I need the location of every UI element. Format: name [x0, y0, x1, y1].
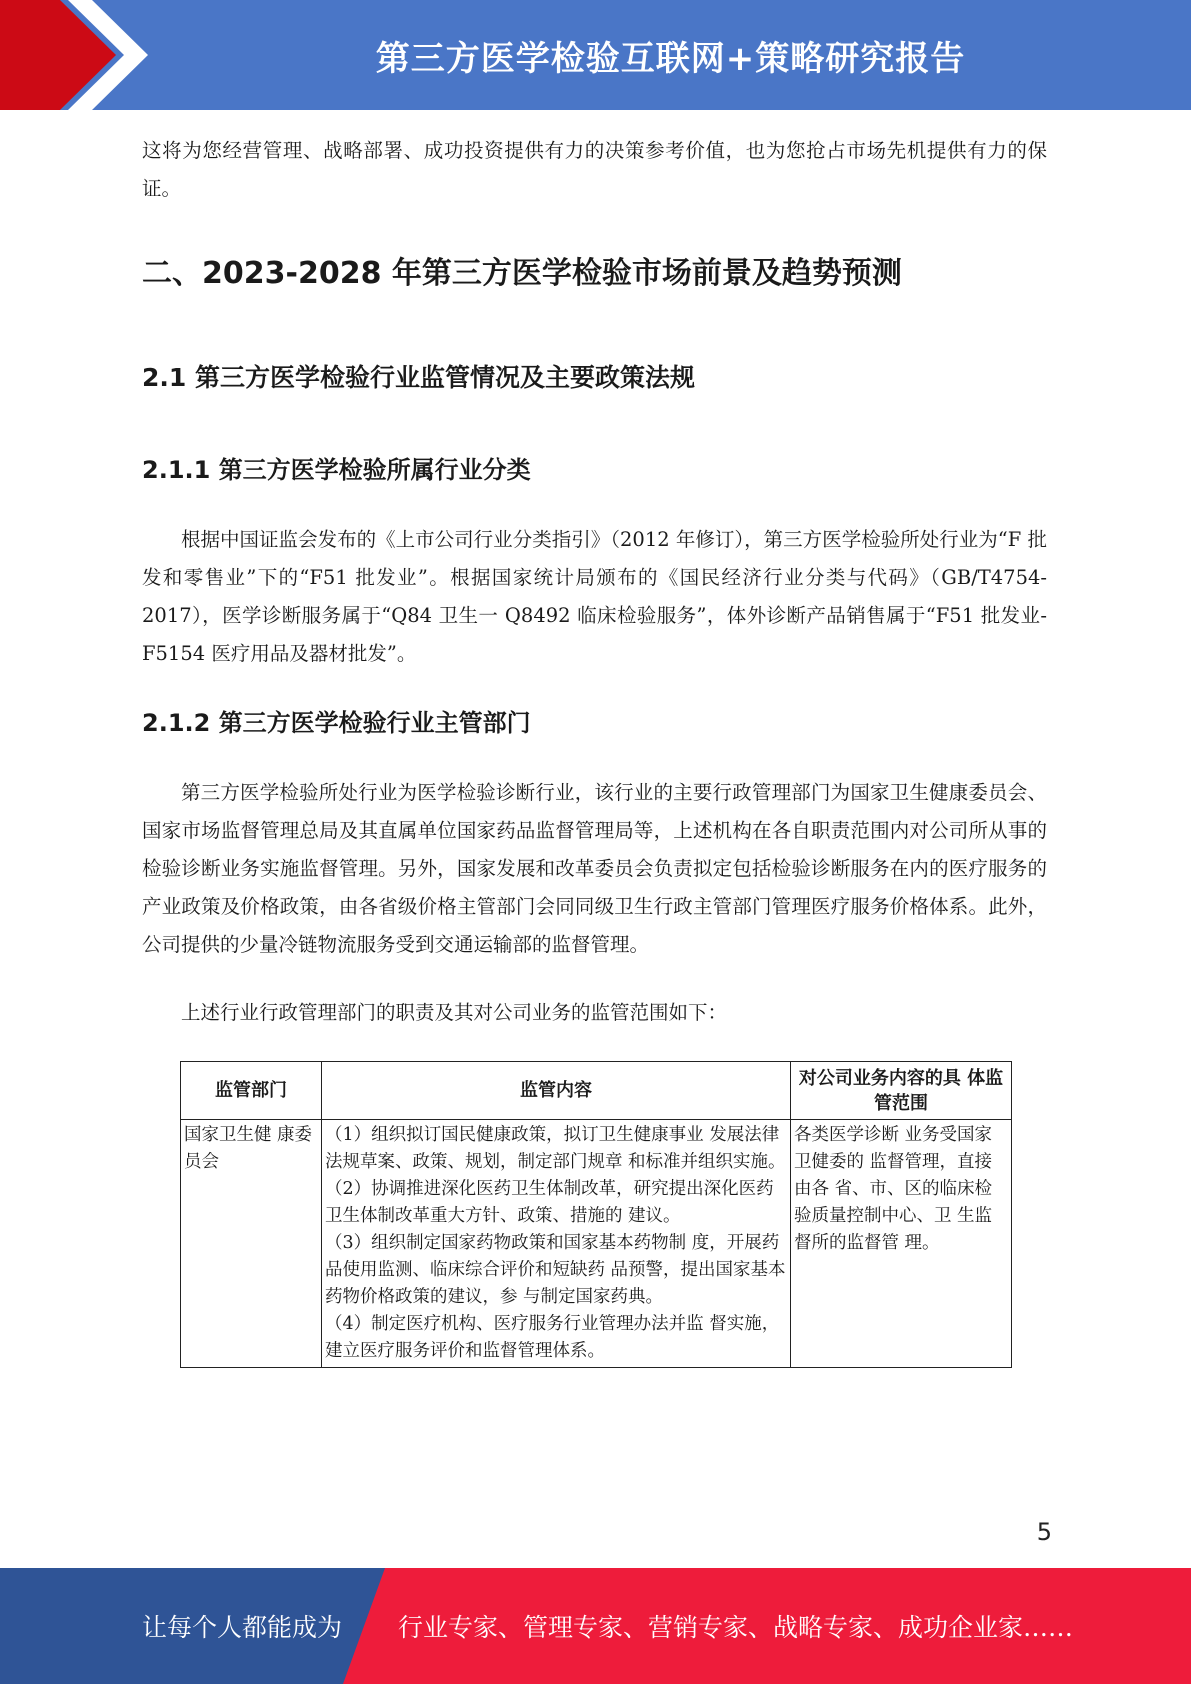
table-header-dept: 监管部门 — [181, 1062, 322, 1120]
chapter-heading: 二、2023-2028 年第三方医学检验市场前景及趋势预测 — [142, 256, 902, 291]
table-cell-dept: 国家卫生健 康委员会 — [181, 1120, 322, 1368]
table-header-scope: 对公司业务内容的具 体监管范围 — [791, 1062, 1012, 1120]
table-row — [181, 1120, 1012, 1368]
regulatory-table — [180, 1061, 1012, 1368]
intro-paragraph: 这将为您经营管理、战略部署、成功投资提供有力的决策参考价值，也为您抢占市场先机提供有力的保证。 — [142, 139, 1047, 200]
table-header-content: 监管内容 — [322, 1062, 791, 1120]
footer-slogan-right: 行业专家、管理专家、营销专家、战略专家、成功企业家…… — [398, 1613, 1074, 1642]
duty-item-2: （2）协调推进深化医药卫生体制改革，研究提出深化医药卫生体制改革重大方针、政策、措施的 建议。 — [325, 1179, 774, 1226]
section-heading-2-1-2: 2.1.2 第三方医学检验行业主管部门 — [142, 709, 531, 737]
footer-slogan-left: 让每个人都能成为 — [142, 1613, 343, 1642]
duty-item-1: （1）组织拟订国民健康政策，拟订卫生健康事业 发展法律法规草案、政策、规划，制定部门规章 和标准并组织实施。 — [325, 1125, 786, 1172]
page-header — [0, 0, 1191, 110]
page-number: 5 — [1036, 1518, 1052, 1546]
table-cell-content — [322, 1120, 791, 1368]
table-cell-scope: 各类医学诊断 业务受国家卫健委的 监督管理，直接由各 省、市、区的临床检验质量控制中心、卫 生监督所的监督管 理。 — [791, 1120, 1012, 1368]
report-title: 第三方医学检验互联网+策略研究报告 — [375, 38, 966, 79]
duty-item-4: （4）制定医疗机构、医疗服务行业管理办法并监 督实施，建立医疗服务评价和监督管理体系。 — [325, 1314, 780, 1361]
paragraph-2-1-2: 第三方医学检验所处行业为医学检验诊断行业，该行业的主要行政管理部门为国家卫生健康委员会、国家市场监督管理总局及其直属单位国家药品监督管理局等，上述机构在各自职责范围内对公司所从事的检验诊断业务实施监督管理。另外，国家发展和改革委员会负责拟定包括检验诊断服务在内的医疗服务的产业政策及价格政策，由各省级价格主管部门会同同级卫生行政主管部门管理医疗服务价格体系。此外，公司提供的少量冷链物流服务受到交通运输部的监督管理。 — [142, 781, 1047, 956]
section-heading-2-1-1: 2.1.1 第三方医学检验所属行业分类 — [142, 456, 531, 484]
table-intro-paragraph: 上述行业行政管理部门的职责及其对公司业务的监管范围如下： — [181, 1001, 728, 1024]
page-footer — [0, 1568, 1191, 1684]
table-header-row — [181, 1062, 1012, 1120]
header-chevron-graphic — [0, 0, 160, 110]
duty-item-3: （3）组织制定国家药物政策和国家基本药物制 度，开展药品使用监测、临床综合评价和短缺药 品预警，提出国家基本药物价格政策的建议，参 与制定国家药典。 — [325, 1233, 786, 1307]
page-content — [142, 132, 1047, 1032]
paragraph-2-1-1: 根据中国证监会发布的《上市公司行业分类指引》（2012 年修订），第三方医学检验所处行业为“F 批发和零售业”下的“F51 批发业”。根据国家统计局颁布的《国民经济行业分类与代码》（GB/T4754-2017），医学诊断服务属于“Q84 卫生一 Q8492 临床检验服务”，体外诊断产品销售属于“F51 批发业-F5154 医疗用品及器材批发”。 — [142, 528, 1047, 665]
section-heading-2-1: 2.1 第三方医学检验行业监管情况及主要政策法规 — [142, 363, 695, 392]
